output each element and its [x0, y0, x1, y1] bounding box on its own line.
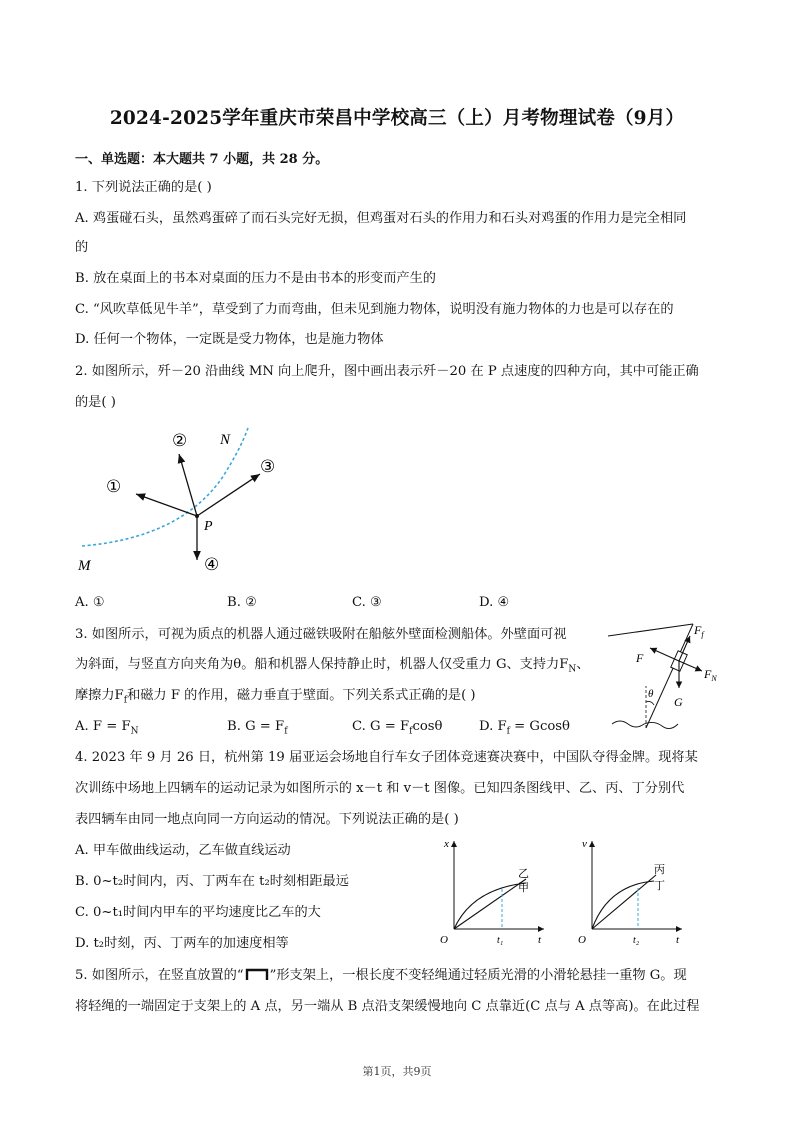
q3-option-d: D. $F_f = Gcos\theta$: [479, 719, 570, 737]
t1-label: t₁: [497, 935, 504, 946]
label-bing: 丙: [654, 864, 665, 876]
label-1: ①: [106, 477, 122, 496]
q1-option-c: C. “风吹草低见牛羊”，草受到了力而弯曲，但未见到施力物体，说明没有施力物体的力也是可以存在的: [75, 302, 674, 317]
arrow-1: [136, 494, 197, 516]
q2-option-c: C. ③: [352, 595, 382, 610]
label-theta: θ: [648, 688, 654, 700]
q1-stem: 1. 下列说法正确的是( ): [75, 180, 212, 195]
label-jia: 甲: [518, 882, 529, 894]
q1-option-a-cont: 的: [75, 240, 89, 255]
q5-stem-line2: 将轻绳的一端固定于支架上的 A 点，另一端从 B 点沿支架缓慢地向 C 点靠近(C 点与 A 点等高)。在此过程: [75, 999, 700, 1014]
hull-top: [608, 624, 693, 636]
q5-stem-line1: 5. 如图所示，在竖直放置的“ ”形支架上，一根长度不变轻绳通过轻质光滑的小滑轮悬挂一重物 G。现: [75, 968, 687, 983]
page-title: 2024-2025学年重庆市荣昌中学校高三（上）月考物理试卷（9月）: [109, 108, 685, 129]
label-f: F: [636, 651, 644, 665]
q1-option-d: D. 任何一个物体，一定既是受力物体，也是施力物体: [75, 332, 384, 347]
q4-option-b: B. 0~t₂时间内，丙、丁两车在 t₂时刻相距最远: [75, 874, 349, 889]
axis-t-label: t: [676, 934, 680, 946]
q4-xt-graph: [430, 835, 555, 947]
label-yi: 乙: [518, 868, 529, 880]
q2-option-b: B. ②: [227, 595, 257, 610]
q1-option-a: A. 鸡蛋碰石头，虽然鸡蛋碎了而石头完好无损，但鸡蛋对石头的作用力和石头对鸡蛋的作用力是完全相同: [75, 211, 687, 226]
water: [612, 721, 678, 729]
q4-stem-line3: 表四辆车由同一地点向同一方向运动的情况。下列说法正确的是( ): [75, 812, 459, 827]
q4-vt-graph: [568, 835, 693, 947]
q4-option-c: C. 0~t₁时间内甲车的平均速度比乙车的大: [75, 905, 321, 920]
q2-stem-cont: 的是( ): [75, 395, 116, 410]
label-p: P: [204, 519, 213, 534]
q3-stem-line3: 摩擦力$F_f$和磁力 F 的作用，磁力垂直于壁面。下列关系式正确的是( ): [75, 688, 476, 706]
axis-v-label: v: [582, 838, 587, 850]
q3-stem-line1: 3. 如图所示，可视为质点的机器人通过磁铁吸附在船舷外壁面检测船体。外壁面可视: [75, 627, 567, 642]
q3-option-b: B. $G = F_f$: [227, 719, 288, 737]
q3-option-a: A. $F = F_N$: [75, 719, 139, 737]
label-m: M: [78, 558, 91, 574]
q2-option-d: D. ④: [479, 595, 510, 610]
origin-label: O: [578, 934, 586, 946]
q4-option-a: A. 甲车做曲线运动，乙车做直线运动: [75, 843, 291, 858]
section-heading: 一、单选题：本大题共 7 小题，共 28 分。: [75, 152, 329, 167]
axis-t-label: t: [538, 934, 542, 946]
axis-x-label: x: [444, 838, 449, 850]
arrow-2: [179, 454, 197, 516]
bracket-frame-icon: [244, 968, 270, 980]
q1-option-b: B. 放在桌面上的书本对桌面的压力不是由书本的形变而产生的: [75, 271, 436, 286]
q4-stem-line2: 次训练中场地上四辆车的运动记录为如图所示的 x－t 和 v－t 图像。已知四条图线甲、乙、丙、丁分别代: [75, 781, 685, 796]
line-bing: [592, 875, 656, 929]
q2-option-a: A. ①: [75, 595, 105, 610]
q2-velocity-figure: [70, 420, 276, 580]
label-g: G: [674, 695, 683, 709]
label-3: ③: [260, 457, 276, 476]
q3-stem-line2: 为斜面，与竖直方向夹角为θ。船和机器人保持静止时，机器人仅受重力 G、支持力$F_N$、: [75, 657, 590, 675]
label-ff: $F_f$: [694, 623, 704, 639]
arrow-3: [197, 474, 260, 516]
label-2: ②: [172, 431, 188, 450]
label-ding: 丁: [654, 880, 665, 892]
label-4: ④: [204, 555, 220, 574]
q2-stem: 2. 如图所示，歼－20 沿曲线 MN 向上爬升，图中画出表示歼－20 在 P 点速度的四种方向，其中可能正确: [75, 364, 699, 379]
label-fn: $F_N$: [704, 667, 717, 683]
line-yi: [454, 879, 526, 929]
origin-label: O: [440, 934, 448, 946]
t2-label: t₂: [633, 935, 640, 946]
q3-option-c: C. $G = F_f\cos\theta$: [352, 719, 443, 737]
page-footer: 第1页，共9页: [362, 1065, 432, 1078]
q4-stem-line1: 4. 2023 年 9 月 26 日，杭州第 19 届亚运会场地自行车女子团体竞速赛决赛中，中国队夺得金牌。现将某: [75, 750, 698, 765]
q3-force-figure: [598, 620, 728, 738]
q4-option-d: D. t₂时刻，丙、丁两车的加速度相等: [75, 936, 289, 951]
label-n: N: [220, 432, 231, 448]
hull-wall: [646, 624, 693, 728]
